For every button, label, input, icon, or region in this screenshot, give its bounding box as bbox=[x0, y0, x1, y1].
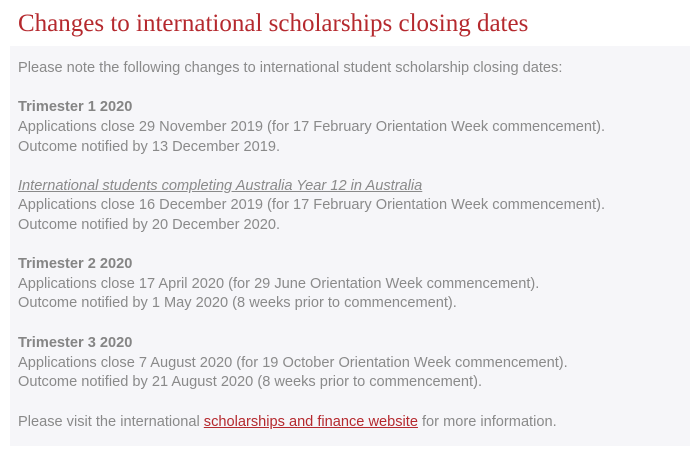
year12-heading bbox=[18, 176, 422, 196]
trimester-1-outcome-date: Outcome notified by 13 December 2019. bbox=[18, 139, 281, 155]
trimester-2-outcome-date: Outcome notified by 1 May 2020 (8 weeks prior to commencement). bbox=[18, 295, 457, 311]
trimester-1-close-date: Applications close 29 November 2019 (for 17 February Orientation Week commencement). bbox=[18, 119, 605, 135]
section-heading-trimester-3: Trimester 3 2020 bbox=[18, 335, 133, 351]
page-title: Changes to international scholarships closing dates bbox=[18, 10, 529, 37]
trimester-3-outcome-date: Outcome notified by 21 August 2020 (8 weeks prior to commencement). bbox=[18, 374, 482, 390]
footer-text-before: Please visit the international bbox=[18, 414, 204, 430]
section-heading-trimester-1: Trimester 1 2020 bbox=[18, 99, 133, 115]
trimester-2-close-date: Applications close 17 April 2020 (for 29 June Orientation Week commencement). bbox=[18, 276, 540, 292]
scholarships-finance-link[interactable]: scholarships and finance website bbox=[203, 414, 418, 430]
trimester-3-close-date: Applications close 7 August 2020 (for 19 October Orientation Week commencement). bbox=[18, 355, 568, 371]
footer-text-after: for more information. bbox=[417, 414, 557, 430]
footer-text bbox=[18, 412, 557, 432]
year12-link[interactable]: International students completing Australia Year 12 in Australia bbox=[18, 178, 423, 194]
section-heading-trimester-2: Trimester 2 2020 bbox=[18, 256, 133, 272]
year12-close-date: Applications close 16 December 2019 (for 17 February Orientation Week commencement). bbox=[18, 197, 605, 213]
intro-text: Please note the following changes to international student scholarship closing dates: bbox=[18, 60, 563, 76]
year12-outcome-date: Outcome notified by 20 December 2020. bbox=[18, 217, 281, 233]
